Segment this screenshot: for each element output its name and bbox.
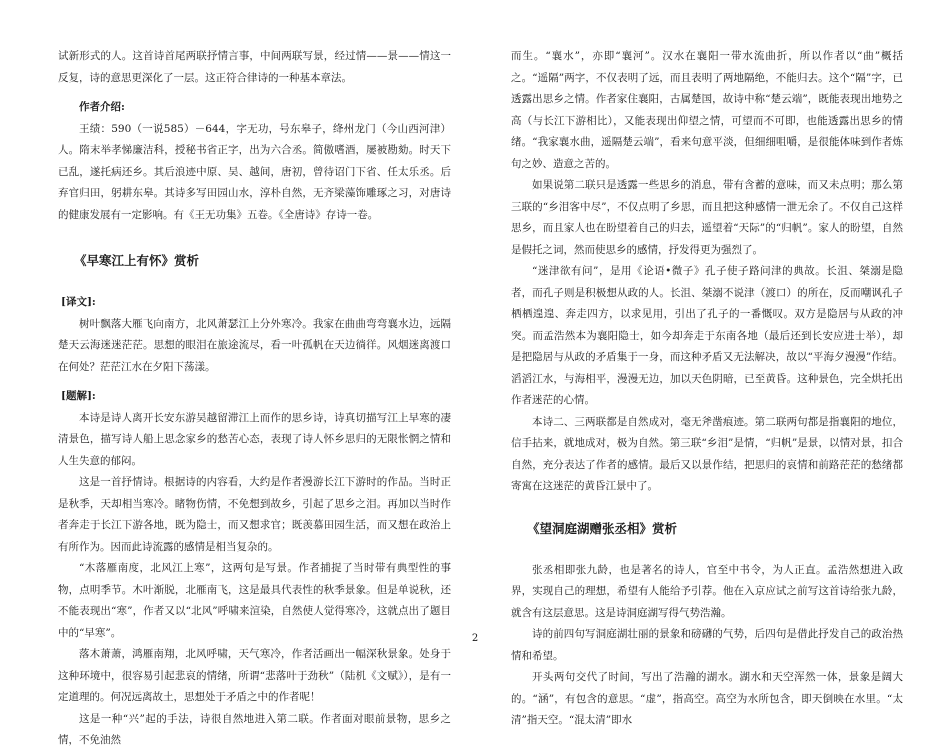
paragraph: 开头两句交代了时间，写出了浩瀚的湖水。湖水和天空浑然一体，景象是阔大的。“涵”，有包含的意思。“虚”，指高空。高空为水所包含，即天倒映在水里。“太清”指天空。“混太清”即水 (511, 671, 903, 726)
paragraph: 这是一首抒情诗。根据诗的内容看，大约是作者漫游长江下游时的作品。当时正是秋季，天却相当寒冷。睹物伤情，不免想到故乡，引起了思乡之泪。再加以当时作者奔走于长江下游各地，既为隐士，而又想求官；既羡慕田园生活，而又想在政治上有所作为。因而此诗流露的感情是相当复杂的。 (58, 476, 451, 553)
paragraph: 如果说第二联只是透露一些思乡的消息，带有含蓄的意味，而又未点明；那么第三联的“乡泪客中尽”，不仅点明了乡思，而且把这种感情一泄无余了。不仅自己这样思乡，而且家人也在盼望着自己的归去，遥望着“天际”的“归帆”。家人的盼望，自然是假托之词，然而使思乡的感情，抒发得更为强烈了。 (511, 179, 903, 256)
paragraph: 本诗是诗人离开长安东游吴越留滞江上而作的思乡诗，诗真切描写江上早寒的凄清景色，描写诗人船上思念家乡的愁苦心态，表现了诗人怀乡思归的无限怅惘之情和人生失意的郁闷。 (58, 411, 451, 467)
left-column (58, 46, 451, 752)
paragraph: 诗的前四句写洞庭湖壮丽的景象和磅礴的气势，后四句是借此抒发自己的政治热情和希望。 (511, 628, 903, 662)
paragraph: 落木萧萧，鸿雁南翔，北风呼啸，天气寒冷，作者活画出一幅深秋景象。处身于这种环境中，很容易引起悲哀的情绪，所谓“悲落叶于劲秋”（陆机《文赋》），是有一定道理的。何况远离故土，思想处于矛盾之中的作者呢！ (58, 648, 451, 703)
author-heading: 作者介绍: (79, 101, 125, 113)
page-number: 2 (471, 633, 479, 644)
section-title-dongting: 《望洞庭湖赠张丞相》赏析 (527, 520, 678, 536)
author-bio: 王绩：590（一说585）－644，字无功，号东皋子，绛州龙门（今山西河津）人。隋末举孝悌廉洁科，授秘书省正字，出为六合丞。简傲嗜酒，屡被勘劾。时天下已乱，遂托病还乡。其后浪迹中原、吴、越间，唐初，曾待诏门下省、任太乐丞。后弃官归田，躬耕东皋。其诗多写田园山水，淳朴自然，无齐梁藻饰雕琢之习，对唐诗的健康发展有一定影响。有《王无功集》五卷。《全唐诗》存诗一卷。 (58, 122, 451, 221)
analysis-label: [题解]: (61, 390, 96, 402)
paragraph: 张丞相即张九龄，也是著名的诗人，官至中书令，为人正直。孟浩然想进入政界，实现自己的理想，希望有人能给予引荐。他在入京应试之前写这首诗给张九龄，就含有这层意思。这是诗洞庭湖写得气势浩瀚。 (511, 563, 903, 619)
right-column (511, 46, 903, 732)
paragraph: 这是一种“兴”起的手法，诗很自然地进入第二联。作者面对眼前景物，思乡之情，不免油然 (58, 712, 451, 746)
paragraph: 而生。“襄水”，亦即“襄河”。汉水在襄阳一带水流曲折，所以作者以“曲”概括之。“遥隔”两字，不仅表明了远，而且表明了两地隔绝，不能归去。这个“隔”字，已透露出思乡之情。作者家住襄阳，古属楚国，故诗中称“楚云端”，既能表现出地势之高（与长江下游相比），又能表现出仰望之情，可望而不可即，也能透露出思乡的情绪。“我家襄水曲，遥隔楚云端”，看来句意平淡，但细细咀嚼，是很能体味到作者炼句之妙、造意之苦的。 (511, 50, 903, 170)
paragraph: “木落雁南度，北风江上寒”，这两句是写景。作者捕捉了当时带有典型性的事物，点明季节。木叶渐脱，北雁南飞，这是最具代表性的秋季景象。但是单说秋，还不能表现出“寒”，作者又以“北风”呼啸来渲染，自然使人觉得寒冷，这就点出了题目中的“早寒”。 (58, 562, 451, 639)
section-title-early-cold: 《早寒江上有怀》赏析 (74, 253, 200, 268)
paragraph: “迷津欲有问”，是用《论语•微子》孔子使子路问津的典故。长沮、桀溺是隐者，而孔子则是积极想从政的人。长沮、桀溺不说津（渡口）的所在，反而嘲讽孔子栖栖遑遑、奔走四方，以求见用，引出了孔子的一番慨叹。双方是隐居与从政的冲突。而孟浩然本为襄阳隐士，如今却奔走于东南各地（最后还到长安应进士举），却是把隐居与从政的矛盾集于一身，而这种矛盾又无法解决，故以“平海夕漫漫”作结。滔滔江水，与海相平，漫漫无边，加以天色阴暗，已至黄昏。这种景色，完全烘托出作者迷茫的心情。 (511, 265, 903, 406)
intro-continuation: 试新形式的人。这首诗首尾两联抒情言事，中间两联写景，经过情——景——情这一反复，诗的意思更深化了一层。这正符合律诗的一种基本章法。 (58, 50, 451, 84)
translation-label: [译文]: (61, 296, 96, 308)
translation-text: 树叶飘落大雁飞向南方，北风萧瑟江上分外寒冷。我家在曲曲弯弯襄水边，远隔楚天云海迷迷茫茫。思想的眼泪在旅途流尽，看一叶孤帆在天边徜徉。风烟迷离渡口在何处？茫茫江水在夕阳下荡漾。 (58, 317, 451, 373)
paragraph: 本诗二、三两联都是自然成对，毫无斧凿痕迹。第二联两句都是指襄阳的地位，信手拈来，就地成对，极为自然。第三联“乡泪”是情，“归帆”是景，以情对景，扣合自然，充分表达了作者的感情。最后又以景作结，把思归的哀情和前路茫茫的愁绪都寄寓在这迷茫的黄昏江景中了。 (511, 415, 903, 492)
